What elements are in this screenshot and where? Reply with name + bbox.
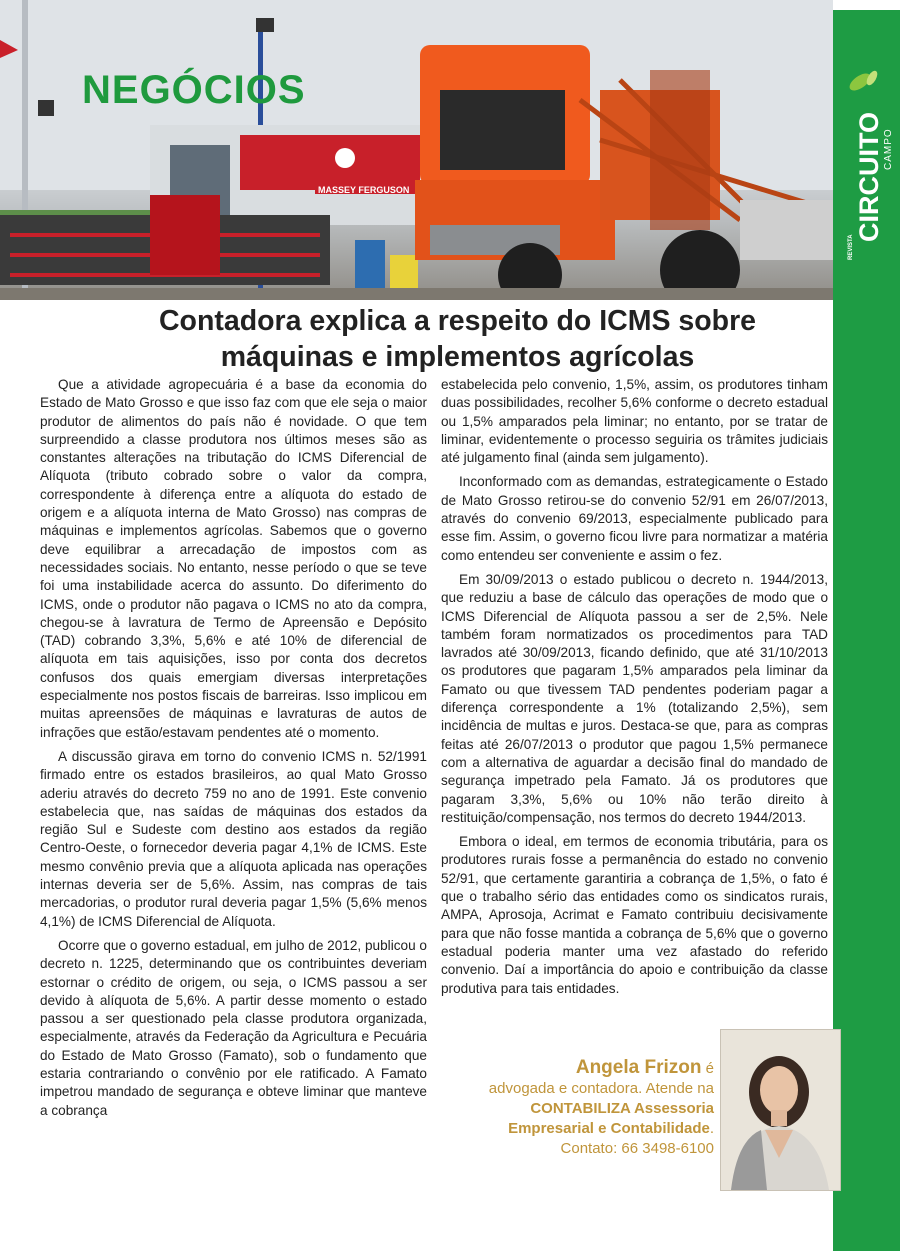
author-firm-line-2: Empresarial e Contabilidade	[508, 1120, 710, 1137]
brand-prefix: REVISTA	[848, 234, 854, 260]
hero-photo	[0, 0, 833, 300]
author-name-suffix: é	[701, 1060, 714, 1077]
paragraph: Ocorre que o governo estadual, em julho de 2012, publicou o decreto n. 1225, determinando que os contribuintes deveriam estornar o crédito de origem, ou seja, o ICMS passou a ser devido à alíquota de 5,6%. A partir desse momento o estado passou a ser questionado pela classe produtora organizada, especialmente, através da Federação da Agricultura e Pecuária do Estado de Mato Grosso (Famato), sob o fundamento que estaria contrariando o convênio por ele ratificado. A Famato impetrou mandado de segurança e obteve liminar que manteve a cobrança	[40, 937, 427, 1118]
author-bio	[440, 1058, 714, 1159]
author-portrait	[721, 1030, 840, 1190]
paragraph: Que a atividade agropecuária é a base da economia do Estado de Mato Grosso e que isso faz com que ele seja o maior produtor de alimentos do país não é novidade. O que tem surpreendido a classe produtora nos últimos meses são as constantes alterações na tributação do ICMS Diferencial de Alíquota (tributo cobrado sobre o valor da compra, correspondente à diferença entre a alíquota do estado de origem e a alíquota interna de Mato Grosso) nas compras de máquinas e implementos agrícolas. Sabemos que o governo deve equilibrar a arrecadação de impostos com as necessidades sociais. No entanto, nesse período o que se teve foi uma instabilidade acerca do assunto. Do diferimento do ICMS, onde o produtor não pagava o ICMS no ato da compra, chegou-se à lavratura de Termo de Apreensão e Depósito (TAD) cobrando 3,3%, 5,6% e até 10% de diferencial de alíquota em tais aquisições, isso por conta dos decretos confusos dos quais emergiam diversas interpretações especialmente nos postos fiscais de barreiras. Isso implicou em muitas apreensões de máquinas e lavraturas de autos de infrações que estão/estavam pendentes até o momento.	[40, 377, 427, 740]
author-role: advogada e contadora. Atende na	[488, 1080, 714, 1097]
brand-sub: CAMPO	[883, 128, 894, 170]
headline-line-1: Contadora explica a respeito do ICMS sobre	[158, 305, 757, 337]
paragraph: Embora o ideal, em termos de economia tributária, para os produtores rurais fosse a permanência do estado no convenio 52/91, que certamente garantiria a cobrança de 1,5%, o fato é que o trabalho sério das entidades como os sindicatos rurais, AMPA, Aprosoja, Acrimat e Famato contribuiu decisivamente para que não fosse mantida a cobrança de 5,6% que o governo estadual poderia manter uma vez afastado do referido convenio. Daí a importância do apoio e contribuição da classe produtiva para tais entidades.	[441, 834, 828, 996]
article-column-right	[441, 376, 828, 1004]
author-name-line	[440, 1058, 714, 1079]
section-title: NEGÓCIOS	[82, 68, 306, 112]
article-headline	[90, 303, 825, 375]
brand-name: CIRCUITO	[854, 111, 884, 242]
author-photo	[720, 1029, 841, 1191]
headline-line-2: máquinas e implementos agrícolas	[220, 341, 695, 373]
machine-brand-label: MASSEY FERGUSON	[318, 185, 410, 195]
paragraph: Em 30/09/2013 o estado publicou o decreto n. 1944/2013, que reduziu a base de cálculo das operações de modo que o ICMS Diferencial de Alíquota passou a ser de 2,5%. Nele também foram normatizados os procedimentos para TAD lavrados até 30/09/2013, ficando definido, que até 31/10/2013 os produtores que pagaram 1,5% amparados pela liminar da Famato ou que tivessem TAD pendentes poderiam pagar a diferença correspondente a 1% (totalizando 2,5%), sem incidência de multas e juros. Destaca-se que, para as compras feitas até 26/07/2013 o produtor que pagou 1,5% permanece com a alternativa de aguardar a decisão final do mandado de segurança impetrado pela Famato. Já os produtores que pagaram 3,3%, 5,6% ou 10% não terão direito à restituição/compensação, nos termos do decreto 1944/2013.	[441, 571, 828, 825]
author-firm-line-1: CONTABILIZA Assessoria	[530, 1100, 714, 1117]
leaf-icon	[847, 69, 880, 94]
author-firm-suffix: .	[709, 1120, 714, 1137]
paragraph: Inconformado com as demandas, estrategicamente o Estado de Mato Grosso retirou-se do convenio 52/91 em 26/07/2013, através do convenio 69/2013, especialmente publicado para esse fim. Assim, o governo ficou livre para normatizar a matéria como entendeu ser conveniente e assim o fez.	[441, 474, 828, 563]
article-column-left	[40, 376, 427, 1126]
agricultural-machines-illustration	[0, 0, 833, 300]
author-contact: Contato: 66 3498-6100	[560, 1140, 714, 1157]
paragraph: estabelecida pelo convenio, 1,5%, assim, os produtores tinham duas possibilidades, recolher 5,6% conforme o decreto estadual ou 1,5% amparados pela liminar; no entanto, por se tratar de liminar, evidentemente o processo seguiria os trâmites judiciais até julgamento final (ainda sem julgamento).	[441, 377, 828, 466]
magazine-logo	[834, 60, 898, 270]
author-firm-line-2-wrap	[440, 1119, 714, 1139]
paragraph: A discussão girava em torno do convenio ICMS n. 52/1991 firmado entre os estados brasileiros, ao qual Mato Grosso aderiu através do decreto 759 no ano de 1991. Este convenio estabelecia que, nas saídas de máquinas dos estados da região Sul e Sudeste com destino aos estados da região Centro-Oeste, o fornecedor deveria pagar 4,1% de ICMS. Este mesmo convênio previa que a alíquota aplicada nas operações internas deveria ser de 5,6%. Assim, nas compras de tais mercadorias, o produtor rural deveria pagar 1,5% (5,6% menos 4,1%) de ICMS Diferencial de Alíquota.	[40, 748, 427, 929]
author-name: Angela Frizon	[575, 1057, 702, 1078]
